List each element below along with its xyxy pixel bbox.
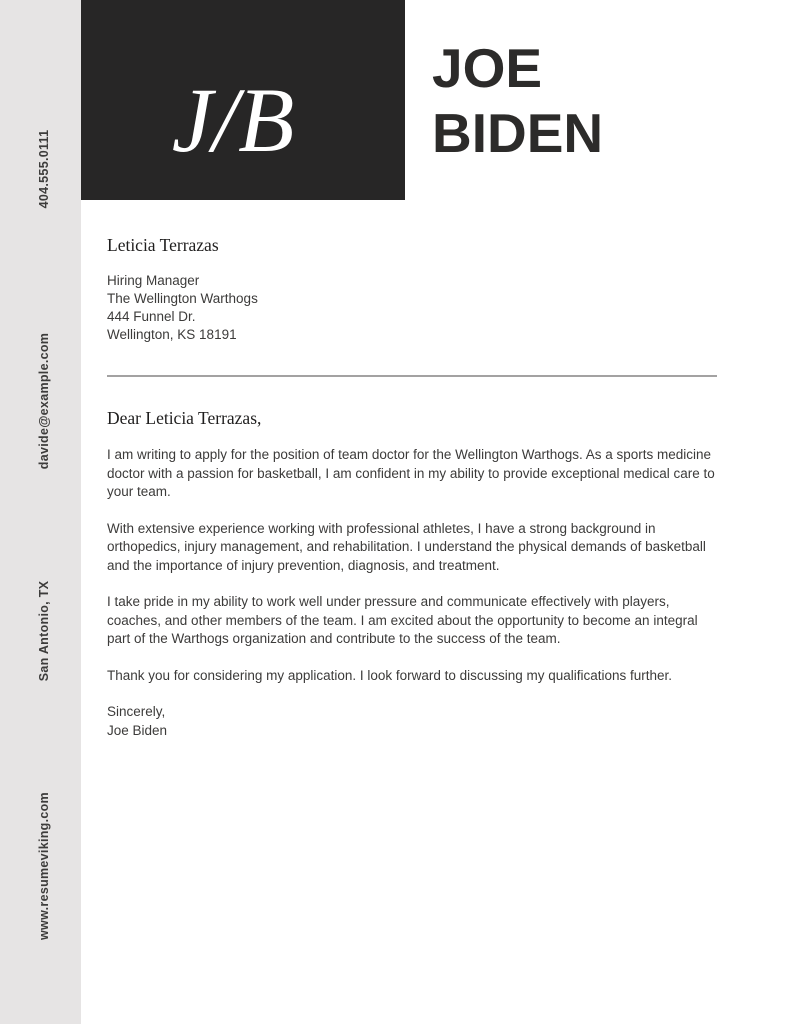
recipient-address <box>107 272 258 344</box>
signature-name: Joe Biden <box>107 722 168 738</box>
applicant-first-name: JOE <box>432 37 543 99</box>
contact-sidebar <box>0 0 81 1024</box>
monogram-initials: J/B <box>171 69 295 171</box>
salutation: Dear Leticia Terrazas, <box>107 408 262 428</box>
sidebar-email: davide@example.com <box>37 332 51 470</box>
letter-body <box>107 446 719 740</box>
applicant-name <box>432 36 603 166</box>
recipient-name: Leticia Terrazas <box>107 235 219 255</box>
closing-block <box>107 703 719 740</box>
recipient-street: 444 Funnel Dr. <box>107 309 196 324</box>
letter-paragraph: I am writing to apply for the position of team doctor for the Wellington Warthogs. As a sports medicine doctor with a passion for basketball, I am confident in my ability to provide exceptional medical care to your team. <box>107 447 715 499</box>
sidebar-website: www.resumeviking.com <box>37 792 51 940</box>
sidebar-location: San Antonio, TX <box>37 580 51 682</box>
letter-paragraph: Thank you for considering my application. I look forward to discussing my qualifications further. <box>107 667 673 683</box>
sidebar-phone: 404.555.0111 <box>37 129 51 209</box>
closing-word: Sincerely, <box>107 704 166 719</box>
recipient-title: Hiring Manager <box>107 273 200 288</box>
section-divider <box>107 375 717 377</box>
recipient-city: Wellington, KS 18191 <box>107 327 237 342</box>
letter-paragraph: I take pride in my ability to work well under pressure and communicate effectively with players, coaches, and other members of the team. I am excited about the opportunity to become an integral part of the Warthogs organization and contribute to the success of the team. <box>107 594 698 646</box>
applicant-last-name: BIDEN <box>432 102 604 164</box>
monogram-box <box>81 0 405 200</box>
recipient-company: The Wellington Warthogs <box>107 291 258 306</box>
letter-paragraph: With extensive experience working with professional athletes, I have a strong background in orthopedics, injury management, and rehabilitation. I understand the physical demands of basketball and the importance of injury prevention, diagnosis, and treatment. <box>107 520 706 573</box>
